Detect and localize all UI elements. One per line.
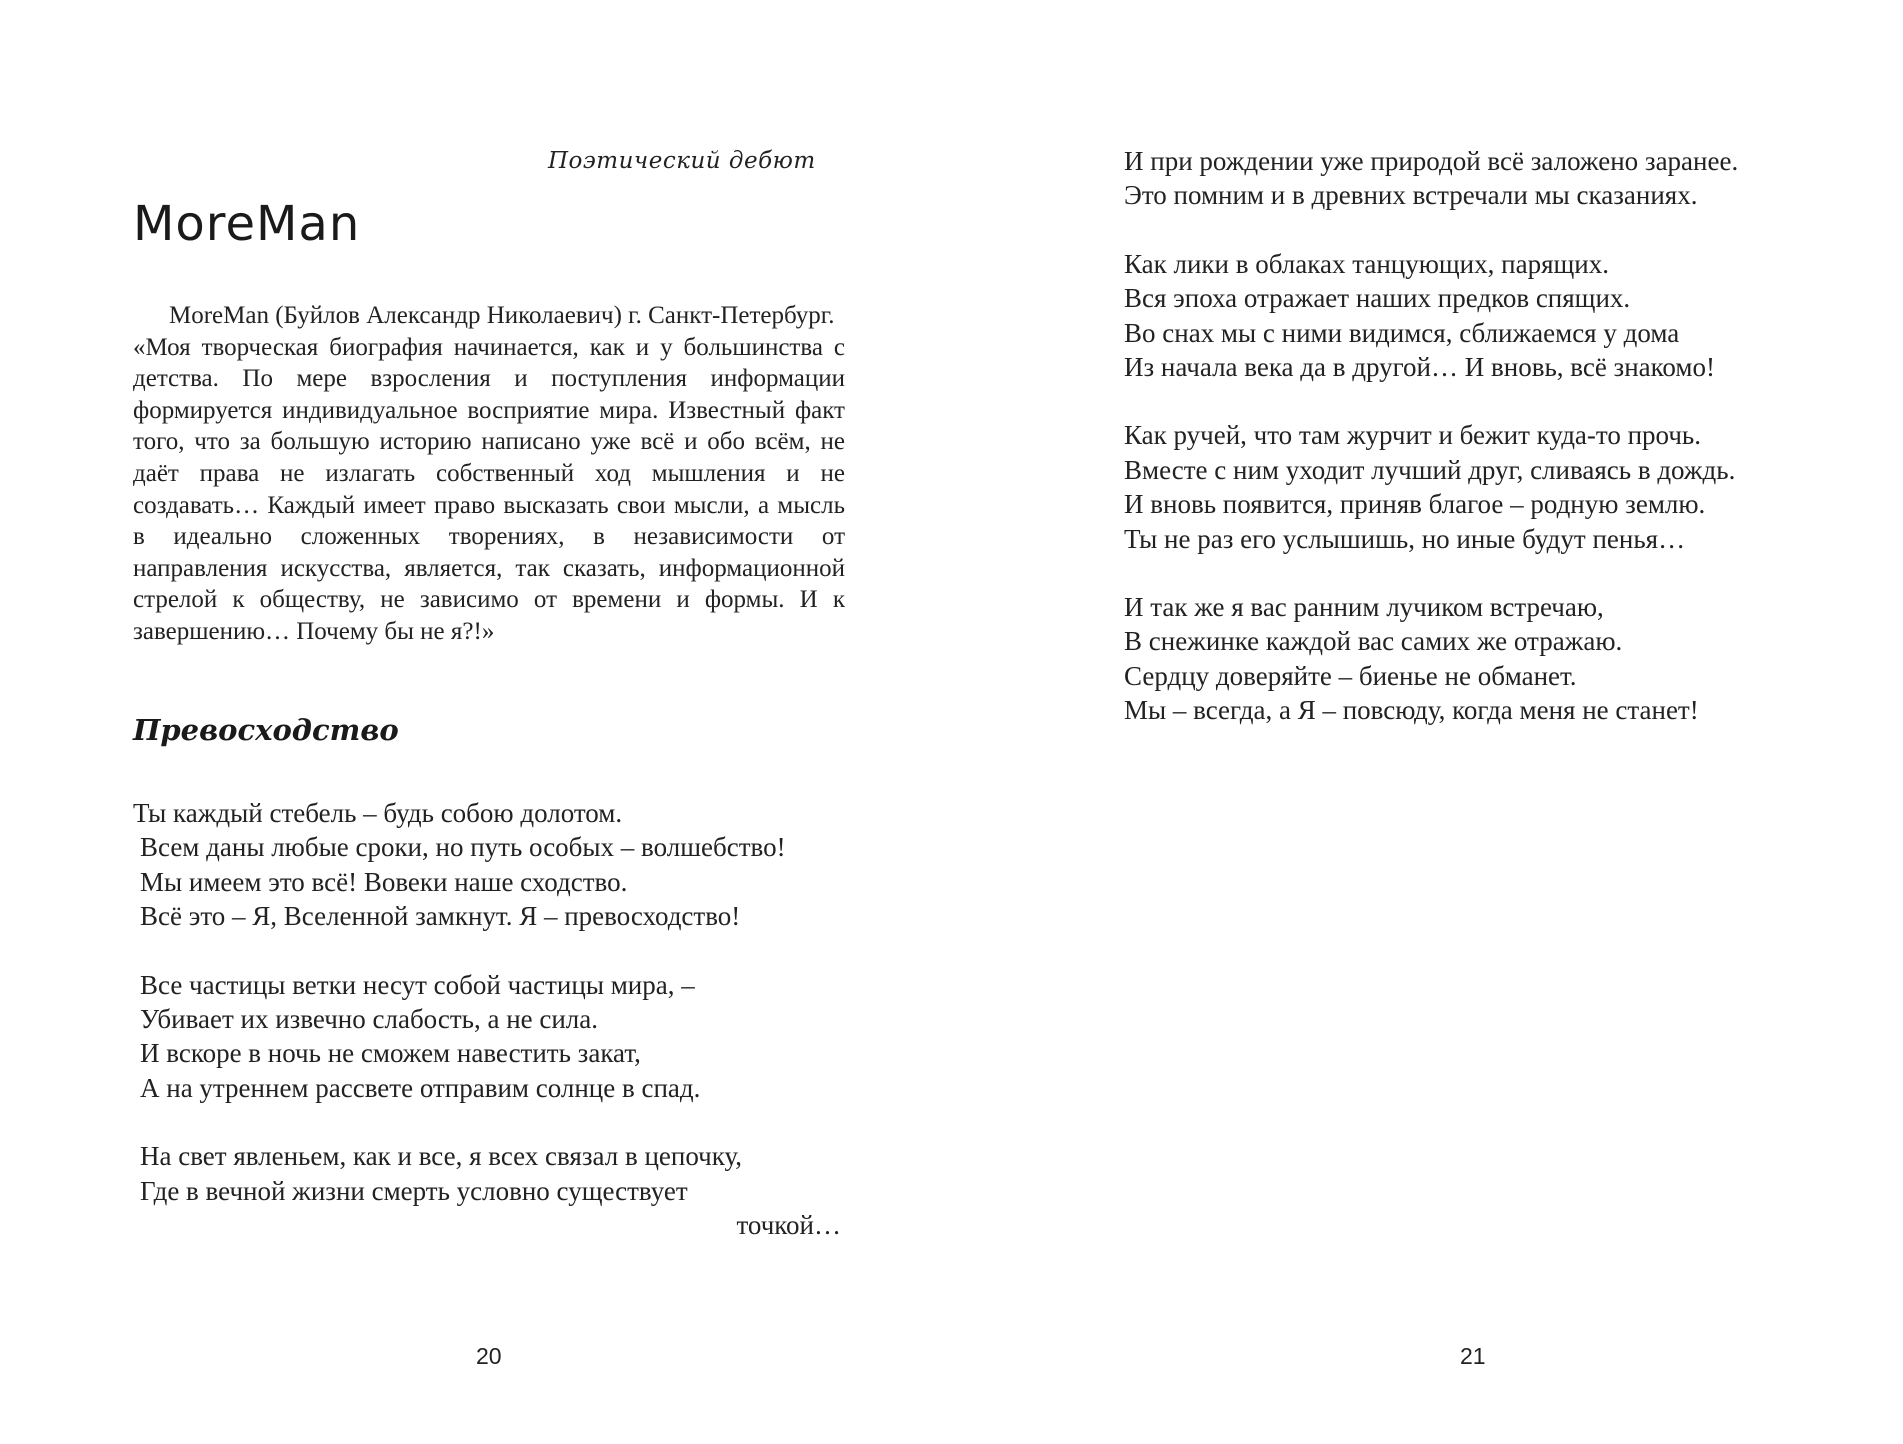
left-page: [0, 0, 951, 1444]
poem-line: Это помним и в древних встречали мы сказаниях.: [1124, 180, 1698, 211]
poem-line: Все частицы ветки несут собой частицы мира, –: [140, 969, 695, 1000]
author-name: MoreMan: [133, 196, 361, 252]
poem-line: Сердцу доверяйте – биенье не обманет.: [1124, 660, 1577, 691]
section-label: Поэтический дебют: [548, 148, 816, 174]
bio-quote: «Моя творческая биография начинается, как и у большинства с детства. По мере взросления и поступления информации формируется индивидуальное восприятие мира. Известный факт того, что за большую историю написано уже всё и обо всём, не даёт права не излагать собственный ход мышления и не создавать… Каждый имеет право высказать свои мысли, а мысль в идеально сложенных творениях, в независимости от направления искусства, является, так сказать, информационной стрелой к обществу, не зависимо от времени и формы. И к завершению… Почему бы не я?!»: [133, 333, 845, 645]
poem-title: Превосходство: [133, 713, 399, 747]
poem-body-right: [1124, 144, 1824, 762]
poem-line: На свет явленьем, как и все, я всех связал в цепочку,: [140, 1141, 742, 1172]
poem-line: В снежинке каждой вас самих же отражаю.: [1124, 626, 1623, 657]
poem-line: И так же я вас ранним лучиком встречаю,: [1124, 592, 1604, 623]
stanza: [133, 1139, 853, 1242]
bio-intro: MoreMan (Буйлов Александр Николаевич) г. Санкт-Петербург.: [169, 302, 835, 329]
poem-line: Ты не раз его услышишь, но иные будут пенья…: [1124, 523, 1686, 554]
page-number: 21: [1460, 1343, 1486, 1369]
poem-line: Как ручей, что там журчит и бежит куда-то прочь.: [1124, 420, 1701, 451]
poem-line: точкой…: [736, 1210, 841, 1241]
author-bio: [133, 300, 845, 648]
stanza: [1124, 418, 1824, 556]
poem-line: Всё это – Я, Вселенной замкнут. Я – превосходство!: [140, 901, 741, 932]
poem-line: Вся эпоха отражает наших предков спящих.: [1124, 283, 1631, 314]
poem-line: Убивает их извечно слабость, а не сила.: [140, 1004, 599, 1035]
poem-line: Из начала века да в другой… И вновь, всё знакомо!: [1124, 352, 1715, 383]
poem-line: Мы – всегда, а Я – повсюду, когда меня не станет!: [1124, 695, 1699, 726]
poem-line: И вскоре в ночь не сможем навестить закат,: [140, 1038, 641, 1069]
stanza: [1124, 590, 1824, 728]
poem-body-left: [133, 796, 853, 1276]
poem-line: И при рождении уже природой всё заложено заранее.: [1124, 146, 1739, 176]
stanza: [133, 968, 853, 1106]
stanza: [1124, 247, 1824, 385]
poem-line: Во снах мы с ними видимся, сближаемся у дома: [1124, 317, 1680, 348]
stanza: [133, 796, 853, 934]
poem-line: Вместе с ним уходит лучший друг, сливаясь в дождь.: [1124, 454, 1736, 485]
poem-line: Ты каждый стебель – будь собою долотом.: [133, 798, 623, 828]
poem-line: Где в вечной жизни смерть условно существует: [140, 1175, 688, 1206]
poem-line: А на утреннем рассвете отправим солнце в спад.: [140, 1072, 701, 1103]
poem-line: И вновь появится, приняв благое – родную землю.: [1124, 489, 1706, 520]
page-number: 20: [476, 1343, 502, 1369]
poem-line: Всем даны любые сроки, но путь особых – волшебство!: [140, 832, 786, 863]
stanza: [1124, 144, 1824, 213]
poem-line: Как лики в облаках танцующих, парящих.: [1124, 248, 1609, 279]
poem-line: Мы имеем это всё! Вовеки наше сходство.: [140, 866, 628, 897]
